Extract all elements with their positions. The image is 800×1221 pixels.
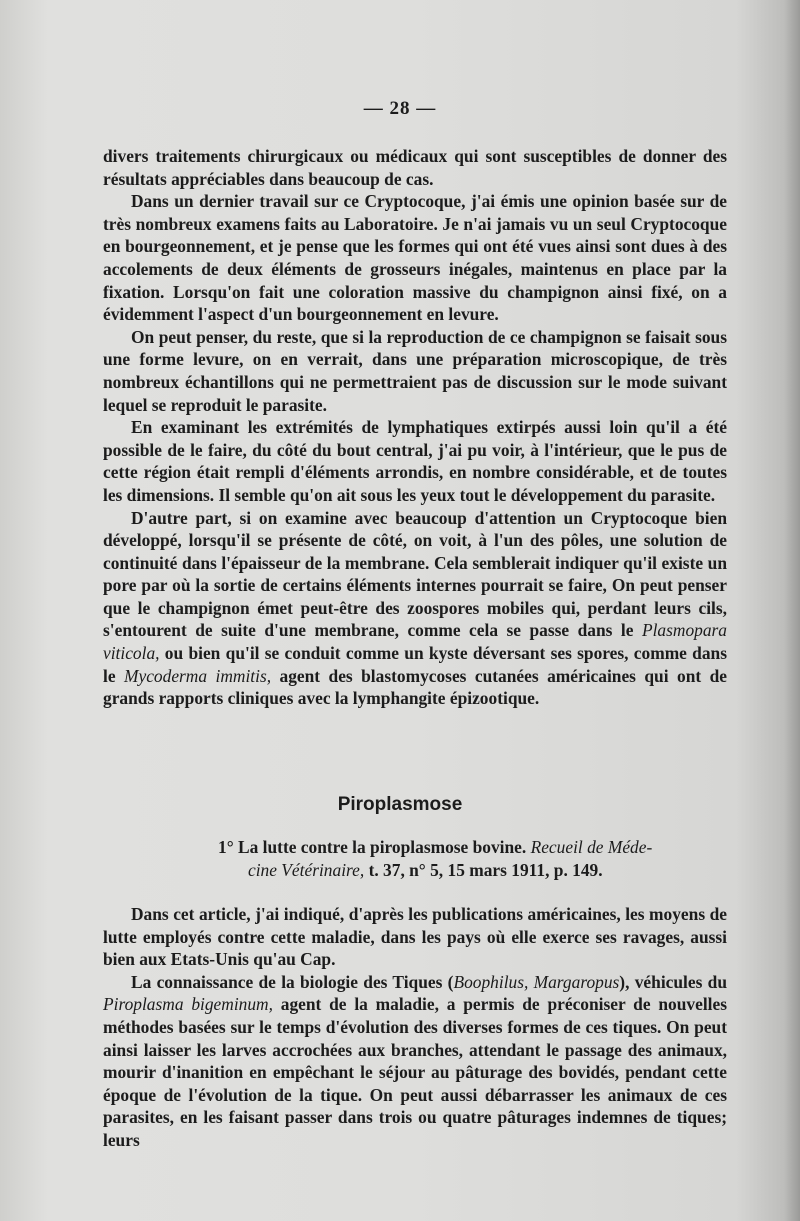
reference-line-2 <box>218 859 726 882</box>
paragraph-5-text-a: D'autre part, si on examine avec beaucoup d'attention un Cryptocoque bien développé, lorsqu'il se présente de côté, on voit, à l'un des pôles, une solution de continuité dans l'épaisseur de la membrane. Cela semblerait indiquer qu'il existe un pore par où la sortie de certains éléments internes pourrait se faire, On peut penser que le champignon émet peut-être des zoospores mobiles qui, perdant leurs cils, s'entourent de suite d'une membrane, comme cela se passe dans le <box>103 507 727 641</box>
paragraph-8-italic-b: Piroplasma bigeminum, <box>103 994 273 1015</box>
paragraph-8 <box>103 971 727 1152</box>
body-text-bottom <box>103 903 727 1152</box>
paragraph-3: On peut penser, du reste, que si la reproduction de ce champignon se faisait sous une forme levure, on en verrait, dans une préparation microscopique, de très nombreux échantillons qui ne permettraient pas de discussion sur le mode suivant lequel se reproduit le parasite. <box>103 326 727 415</box>
reference-number: 1° <box>218 837 234 857</box>
paragraph-5-italic-a: Plasmopara viticola, <box>103 620 727 664</box>
reference-details: t. 37, n° 5, 15 mars 1911, p. 149. <box>364 859 603 880</box>
bibliographic-reference <box>218 836 726 881</box>
paragraph-8-text-b: ), véhicules du <box>619 971 727 992</box>
paragraph-7: Dans cet article, j'ai indiqué, d'après les publications américaines, les moyens de lutte employés contre cette maladie, dans les pays où elle exerce ses ravages, aussi bien aux Etats-Unis qu'au Cap. <box>103 904 727 970</box>
paragraph-5-text-b: ou bien qu'il se conduit comme un kyste déversant ses spores, comme dans le <box>103 643 727 686</box>
paragraph-5-italic-b: Mycoderma immitis, <box>124 665 272 686</box>
reference-journal-b: cine Vétérinaire, <box>248 859 365 880</box>
paragraph-4: En examinant les extrémités de lymphatiques extirpés aussi loin qu'il a été possible de le faire, du côté du bout central, j'ai pu voir, à l'intérieur, que le pus de cette région était rempli d'éléments arrondis, en nombre considérable, et de toutes les dimensions. Il semble qu'on ait sous les yeux tout le développement du parasite. <box>103 417 727 505</box>
paragraph-8-italic-a: Boophilus, Margaropus <box>453 971 620 992</box>
paragraph-2: Dans un dernier travail sur ce Cryptocoque, j'ai émis une opinion basée sur de très nombreux examens faits au Laboratoire. Je n'ai jamais vu un seul Cryptocoque en bourgeonnement, et je pense que les formes qui ont été vues ainsi sont dues à des accolements de deux éléments de grosseurs inégales, maintenus en place par la fixation. Lorsqu'on fait une coloration massive du champignon ainsi fixé, on a évidemment l'aspect d'un bourgeonnement en levure. <box>103 191 727 325</box>
paragraph-5-text-c: agent des blastomycoses cutanées américaines qui ont de grands rapports cliniques avec la lymphangite épizootique. <box>103 665 727 709</box>
paragraph-8-text-a: La connaissance de la biologie des Tiques ( <box>131 971 454 992</box>
page-number: — 28 — <box>363 98 437 119</box>
body-text-top <box>103 145 727 710</box>
reference-journal-a: Recueil de Méde- <box>530 837 653 857</box>
section-title: Piroplasmose <box>337 794 463 815</box>
paragraph-1: divers traitements chirurgicaux ou médicaux qui sont susceptibles de donner des résultats appréciables dans beaucoup de cas. <box>103 146 727 189</box>
paragraph-5 <box>103 507 727 710</box>
paragraph-8-text-c: agent de la maladie, a permis de préconiser de nouvelles méthodes basées sur le temps d'évolution des diverses formes de ces tiques. On peut ainsi laisser les larves accrochées aux branches, attendant le passage des animaux, mourir d'inanition en empêchant le séjour au pâturage des bovidés, pendant cette époque de l'évolution de la tique. On peut aussi débarrasser les animaux de ces parasites, en les faisant passer dans trois ou quatre pâturages indemnes de tiques; leurs <box>103 994 727 1150</box>
reference-title: La lutte contre la piroplasmose bovine. <box>233 837 531 857</box>
